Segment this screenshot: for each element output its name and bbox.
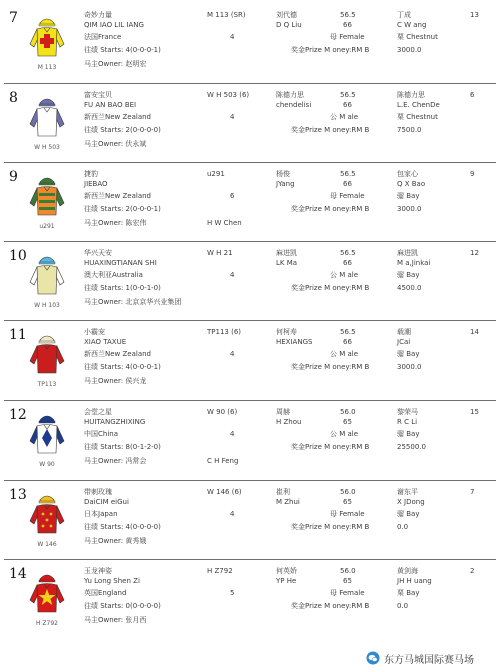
horse-rating: W H 21 [207,249,233,257]
prize-money-value: 3000.0 [397,363,422,371]
odds-rank: 9 [470,170,475,178]
horse-color: 骝 Bay [397,350,420,358]
horse-name-pinyin: HUAXINGTIANAN SHI [84,259,157,267]
odds-rank: 12 [470,249,479,257]
barrier-draw: 4 [230,510,235,518]
jockey-silks-icon [27,173,67,219]
jockey-silks-icon [27,491,67,537]
trainer-name: C H Feng [207,457,239,465]
prize-money-value: 4500.0 [397,284,422,292]
horse-sex: 公 M ale [330,271,359,279]
jockey-name: 崔利 [276,488,290,496]
odds-rank: 14 [470,328,479,336]
horse-name: 华兴天安 [84,249,112,257]
carried-weight: 56.5 [340,11,356,19]
barrier-draw: 4 [230,113,235,121]
horse-rating: H Z792 [207,567,233,575]
horse-color: 栗 Chestnut [397,113,438,121]
jockey-name-en: JYang [276,180,295,188]
trainer-cn: 黎荣马 [397,408,418,416]
horse-owner: 马主Owner: 伏永斌 [84,140,147,148]
horse-entry [0,485,500,563]
body-weight: 66 [343,338,352,346]
prize-money-value: 0.0 [397,602,409,610]
horse-name-pinyin: XIAO TAXUE [84,338,127,346]
horse-number: 12 [9,407,27,423]
prize-money-label: 奖金Prize M oney:RM B [291,126,370,134]
horse-entry [0,325,500,403]
horse-color: 骝 Bay [397,192,420,200]
carried-weight: 56.5 [340,91,356,99]
horse-origin: 法国France [84,33,122,41]
jockey-name-en: chendelisi [276,101,312,109]
horse-entry [0,405,500,483]
carried-weight: 56.0 [340,567,356,575]
horse-code: W H 503 [34,144,60,151]
horse-origin: 新西兰New Zealand [84,113,151,121]
trainer-en: R C Li [397,418,418,426]
odds-rank: 15 [470,408,479,416]
jockey-silks-icon [27,411,67,457]
barrier-draw: 6 [230,192,235,200]
horse-origin: 澳大利亚Australia [84,271,143,279]
horse-color: 骝 Bay [397,430,420,438]
prize-money-label: 奖金Prize M oney:RM B [291,205,370,213]
horse-starts: 往绩 Starts: 2(0-0-0-0) [84,126,161,134]
jockey-name-en: HEXIANGS [276,338,313,346]
horse-code: TP113 [37,381,57,388]
horse-entry [0,564,500,642]
trainer-en: Q X Bao [397,180,426,188]
watermark-text: 东方马城国际赛马场 [384,654,474,666]
carried-weight: 56.0 [340,488,356,496]
trainer-en: JH H uang [397,577,432,585]
carried-weight: 56.5 [340,170,356,178]
watermark [366,651,474,665]
horse-entry [0,88,500,166]
horse-name-pinyin: QIM IAO LIL IANG [84,21,144,29]
trainer-cn: 谢东平 [397,488,418,496]
horse-starts: 往绩 Starts: 1(0-0-1-0) [84,284,161,292]
horse-name: 富安宝贝 [84,91,112,99]
carried-weight: 56.5 [340,328,356,336]
jockey-name: 杨俊 [276,170,290,178]
horse-owner: 马主Owner: 黄秀娥 [84,537,147,545]
trainer-en: JCai [397,338,411,346]
horse-rating: W 90 (6) [207,408,238,416]
jockey-name: 刘代德 [276,11,297,19]
carried-weight: 56.5 [340,249,356,257]
trainer-cn: 陈德力思 [397,91,425,99]
jockey-name: 何英娇 [276,567,297,575]
horse-number: 11 [9,327,27,343]
horse-rating: u291 [207,170,225,178]
barrier-draw: 4 [230,350,235,358]
horse-sex: 公 M ale [330,113,359,121]
trainer-en: M a,Jinkai [397,259,431,267]
horse-number: 14 [9,566,27,582]
horse-origin: 日本Japan [84,510,118,518]
horse-name: 小霸宠 [84,328,105,336]
entry-divider [4,400,496,401]
odds-rank: 7 [470,488,475,496]
horse-owner: 马主Owner: 冯常会 [84,457,147,465]
horse-starts: 往绩 Starts: 4(0-0-0-1) [84,46,161,54]
jockey-name: 周赫 [276,408,290,416]
horse-rating: W H 503 (6) [207,91,250,99]
horse-color: 栗 Bay [397,589,420,597]
horse-sex: 母 Female [330,589,365,597]
jockey-name-en: D Q Liu [276,21,302,29]
jockey-name: 何柯寿 [276,328,297,336]
horse-name: 会堂之星 [84,408,112,416]
horse-name-pinyin: JIEBAO [84,180,108,188]
horse-name-pinyin: Yu Long Shen Zi [84,577,140,585]
horse-name: 玉龙神姿 [84,567,112,575]
horse-origin: 中国China [84,430,118,438]
body-weight: 66 [343,21,352,29]
body-weight: 65 [343,577,352,585]
horse-name-pinyin: FU AN BAO BEI [84,101,137,109]
barrier-draw: 5 [230,589,235,597]
horse-number: 9 [9,169,18,185]
odds-rank: 2 [470,567,475,575]
horse-code: W 90 [39,461,55,468]
horse-code: u291 [39,223,55,230]
horse-entry [0,246,500,324]
horse-name: 带刺玫瑰 [84,488,112,496]
trainer-en: X JDong [397,498,425,506]
horse-starts: 往绩 Starts: 2(0-0-0-1) [84,205,161,213]
jockey-name-en: LK Ma [276,259,298,267]
horse-starts: 往绩 Starts: 4(0-0-0-0) [84,523,161,531]
odds-rank: 6 [470,91,475,99]
jockey-silks-icon [27,331,67,377]
trainer-cn: 包家心 [397,170,418,178]
horse-starts: 往绩 Starts: 8(0-1-2-0) [84,443,161,451]
horse-name-pinyin: HUITANGZHIXING [84,418,146,426]
barrier-draw: 4 [230,33,235,41]
horse-code: W 146 [37,541,57,548]
barrier-draw: 4 [230,271,235,279]
entry-divider [4,480,496,481]
wechat-icon [366,651,380,665]
horse-code: M 113 [37,64,57,71]
prize-money-label: 奖金Prize M oney:RM B [291,602,370,610]
entry-divider [4,83,496,84]
horse-number: 8 [9,90,18,106]
horse-sex: 公 M ale [330,430,359,438]
entry-divider [4,559,496,560]
horse-starts: 往绩 Starts: 4(0-0-0-1) [84,363,161,371]
prize-money-label: 奖金Prize M oney:RM B [291,363,370,371]
horse-code: H Z792 [36,620,58,627]
jockey-name: 麻进凯 [276,249,297,257]
horse-color: 骝 Bay [397,510,420,518]
entry-divider [4,241,496,242]
jockey-name-en: H Zhou [276,418,302,426]
trainer-en: C W ang [397,21,427,29]
horse-sex: 母 Female [330,33,365,41]
prize-money-value: 7500.0 [397,126,422,134]
trainer-cn: 丁成 [397,11,411,19]
horse-name-pinyin: DaiCIM eiGui [84,498,129,506]
horse-name: 奇妙力量 [84,11,112,19]
body-weight: 66 [343,101,352,109]
horse-color: 栗 Chestnut [397,33,438,41]
body-weight: 65 [343,418,352,426]
body-weight: 65 [343,498,352,506]
jockey-silks-icon [27,94,67,140]
prize-money-label: 奖金Prize M oney:RM B [291,46,370,54]
horse-origin: 新西兰New Zealand [84,192,151,200]
body-weight: 66 [343,180,352,188]
jockey-name-en: M Zhui [276,498,300,506]
body-weight: 66 [343,259,352,267]
trainer-name: H W Chen [207,219,242,227]
jockey-name: 陈德力思 [276,91,304,99]
trainer-cn: 载潮 [397,328,411,336]
odds-rank: 13 [470,11,479,19]
horse-sex: 母 Female [330,192,365,200]
trainer-cn: 麻进凯 [397,249,418,257]
prize-money-label: 奖金Prize M oney:RM B [291,523,370,531]
horse-rating: W 146 (6) [207,488,242,496]
entry-divider [4,320,496,321]
horse-rating: M 113 (SR) [207,11,246,19]
horse-number: 7 [9,10,18,26]
jockey-name-en: YP He [276,577,297,585]
horse-sex: 母 Female [330,510,365,518]
horse-rating: TP113 (6) [207,328,241,336]
carried-weight: 56.0 [340,408,356,416]
horse-sex: 公 M ale [330,350,359,358]
horse-color: 骝 Bay [397,271,420,279]
prize-money-value: 3000.0 [397,205,422,213]
trainer-cn: 黄剑海 [397,567,418,575]
horse-entry [0,8,500,86]
prize-money-value: 25500.0 [397,443,426,451]
horse-entry [0,167,500,245]
jockey-silks-icon [27,252,67,298]
jockey-silks-icon [27,570,67,616]
horse-number: 13 [9,487,27,503]
entry-divider [4,162,496,163]
horse-origin: 英国England [84,589,127,597]
horse-code: W H 103 [34,302,60,309]
trainer-en: L.E. ChenDe [397,101,440,109]
horse-owner: 马主Owner: 赵明宏 [84,60,147,68]
horse-owner: 马主Owner: 陈宏伟 [84,219,147,227]
horse-origin: 新西兰New Zealand [84,350,151,358]
horse-owner: 马主Owner: 张月西 [84,616,147,624]
horse-number: 10 [9,248,27,264]
prize-money-value: 3000.0 [397,46,422,54]
horse-owner: 马主Owner: 侯兴龙 [84,377,147,385]
jockey-silks-icon [27,14,67,60]
horse-starts: 往绩 Starts: 0(0-0-0-0) [84,602,161,610]
horse-name: 捷豹 [84,170,98,178]
prize-money-label: 奖金Prize M oney:RM B [291,443,370,451]
barrier-draw: 4 [230,430,235,438]
prize-money-label: 奖金Prize M oney:RM B [291,284,370,292]
prize-money-value: 0.0 [397,523,409,531]
horse-owner: 马主Owner: 北京京华兴业集团 [84,298,182,306]
